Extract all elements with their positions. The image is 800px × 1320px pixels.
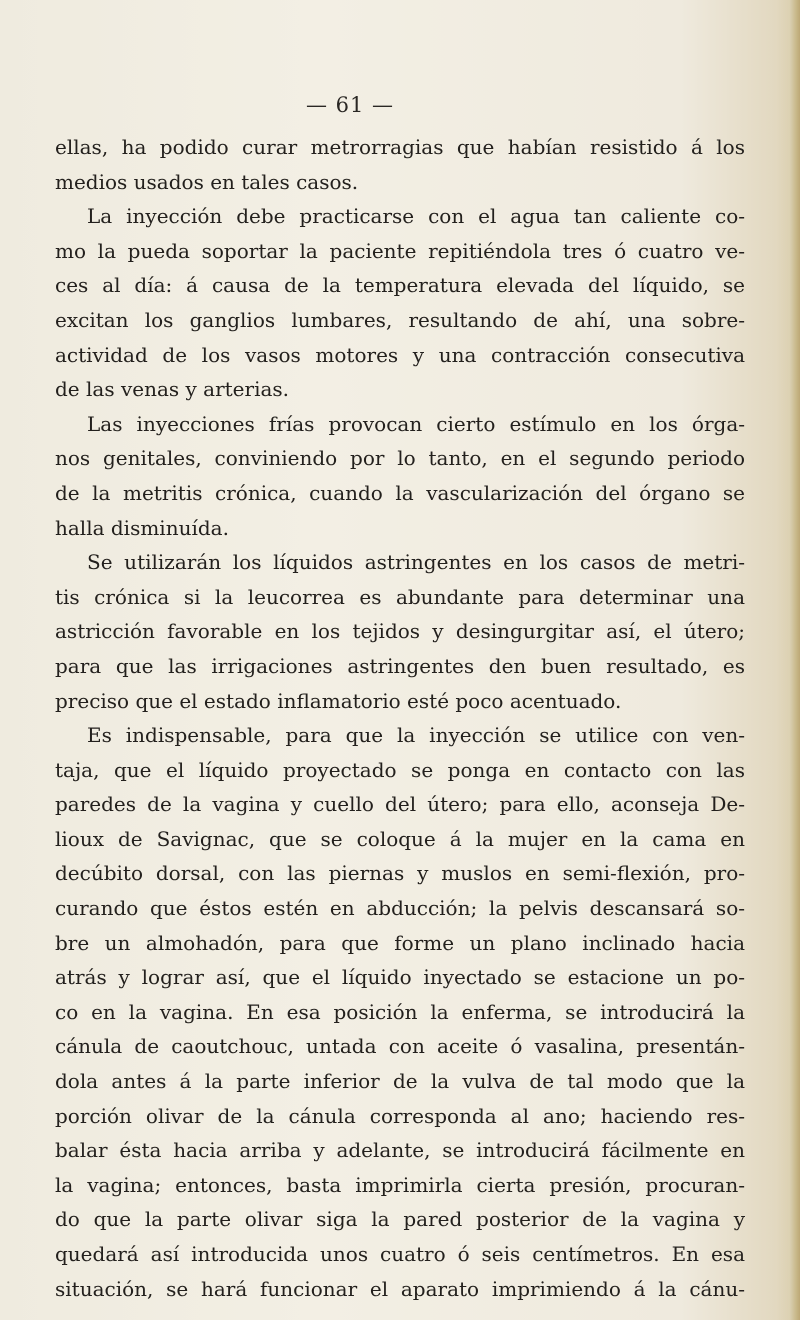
text-line: atrás y lograr así, que el líquido inyectado se estacione un po- xyxy=(55,965,745,990)
text-line: porción olivar de la cánula corresponda al ano; haciendo res- xyxy=(55,1103,745,1128)
text-line: paredes de la vagina y cuello del útero; para ello, aconseja De- xyxy=(55,792,745,817)
text-line: tis crónica si la leucorrea es abundante para determinar una xyxy=(55,584,745,609)
text-line: co en la vagina. En esa posición la enferma, se introducirá la xyxy=(55,999,745,1024)
text-line: actividad de los vasos motores y una contracción consecutiva xyxy=(55,342,745,367)
text-line: Es indispensable, para que la inyección se utilice con ven- xyxy=(87,723,745,748)
text-line: curando que éstos estén en abducción; la pelvis descansará so- xyxy=(55,896,745,921)
text-line: lioux de Savignac, que se coloque á la mujer en la cama en xyxy=(55,826,745,851)
page-number: — 61 — xyxy=(305,93,395,117)
text-line: La inyección debe practicarse con el agua tan caliente co- xyxy=(87,204,745,229)
text-line: Las inyecciones frías provocan cierto estímulo en los órga- xyxy=(87,411,745,436)
text-line: astricción favorable en los tejidos y desingurgitar así, el útero; xyxy=(55,619,745,644)
text-line: de las venas y arterias. xyxy=(55,377,290,402)
text-line: bre un almohadón, para que forme un plano inclinado hacia xyxy=(55,930,745,955)
text-line: situación, se hará funcionar el aparato imprimiendo á la cánu- xyxy=(55,1276,745,1301)
text-line: quedará así introducida unos cuatro ó seis centímetros. En esa xyxy=(55,1242,745,1266)
text-line: mo la pueda soportar la paciente repitiéndola tres ó cuatro ve- xyxy=(55,238,745,263)
text-line: ces al día: á causa de la temperatura elevada del líquido, se xyxy=(55,273,745,298)
text-line: balar ésta hacia arriba y adelante, se introducirá fácilmente en xyxy=(55,1138,745,1163)
body-text xyxy=(55,130,745,1306)
text-line: halla disminuída. xyxy=(55,515,229,540)
text-line: dola antes á la parte inferior de la vulva de tal modo que la xyxy=(55,1069,745,1094)
text-line: la vagina; entonces, basta imprimirla cierta presión, procuran- xyxy=(55,1172,745,1197)
text-line: excitan los ganglios lumbares, resultando de ahí, una sobre- xyxy=(55,307,745,332)
text-line: do que la parte olivar siga la pared posterior de la vagina y xyxy=(55,1207,745,1232)
text-line: preciso que el estado inflamatorio esté poco acentuado. xyxy=(55,688,622,713)
text-line: medios usados en tales casos. xyxy=(55,169,359,194)
text-line: taja, que el líquido proyectado se ponga en contacto con las xyxy=(55,757,745,782)
text-line: decúbito dorsal, con las piernas y muslos en semi-flexión, pro- xyxy=(55,861,745,886)
text-line: nos genitales, conviniendo por lo tanto, en el segundo periodo xyxy=(55,446,745,471)
page-edge xyxy=(790,0,800,1320)
text-line: de la metritis crónica, cuando la vascularización del órgano se xyxy=(55,480,745,505)
text-line: ellas, ha podido curar metrorragias que habían resistido á los xyxy=(55,135,745,159)
text-line: Se utilizarán los líquidos astringentes en los casos de metri- xyxy=(87,550,745,575)
text-line: para que las irrigaciones astringentes den buen resultado, es xyxy=(55,653,745,678)
text-line: cánula de caoutchouc, untada con aceite ó vasalina, presentán- xyxy=(55,1034,745,1059)
